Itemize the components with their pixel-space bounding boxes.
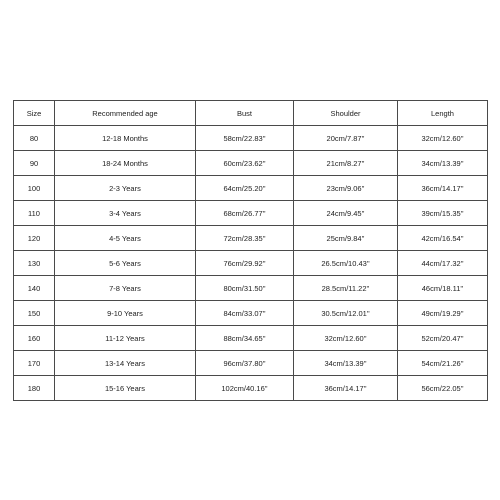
cell-bust: 72cm/28.35'' [196, 226, 294, 251]
header-size: Size [14, 101, 55, 126]
cell-age: 2-3 Years [55, 176, 196, 201]
cell-age: 9-10 Years [55, 301, 196, 326]
cell-size: 80 [14, 126, 55, 151]
table-row [14, 301, 488, 326]
cell-size: 150 [14, 301, 55, 326]
cell-shoulder: 36cm/14.17'' [294, 376, 398, 401]
table-row [14, 226, 488, 251]
cell-age: 11-12 Years [55, 326, 196, 351]
cell-shoulder: 34cm/13.39'' [294, 351, 398, 376]
table-row [14, 201, 488, 226]
table-row [14, 351, 488, 376]
header-recommended-age: Recommended age [55, 101, 196, 126]
cell-length: 42cm/16.54'' [398, 226, 488, 251]
cell-shoulder: 32cm/12.60'' [294, 326, 398, 351]
table-row [14, 126, 488, 151]
cell-age: 7-8 Years [55, 276, 196, 301]
table-row [14, 176, 488, 201]
cell-shoulder: 23cm/9.06'' [294, 176, 398, 201]
header-row [14, 101, 488, 126]
size-chart-table [13, 100, 488, 401]
cell-bust: 68cm/26.77'' [196, 201, 294, 226]
cell-length: 34cm/13.39'' [398, 151, 488, 176]
table-row [14, 276, 488, 301]
cell-size: 90 [14, 151, 55, 176]
cell-age: 4-5 Years [55, 226, 196, 251]
table-row [14, 251, 488, 276]
cell-length: 54cm/21.26'' [398, 351, 488, 376]
cell-bust: 60cm/23.62'' [196, 151, 294, 176]
cell-bust: 76cm/29.92'' [196, 251, 294, 276]
cell-age: 13-14 Years [55, 351, 196, 376]
cell-age: 12-18 Months [55, 126, 196, 151]
header-shoulder: Shoulder [294, 101, 398, 126]
cell-shoulder: 30.5cm/12.01'' [294, 301, 398, 326]
cell-shoulder: 28.5cm/11.22'' [294, 276, 398, 301]
cell-bust: 64cm/25.20'' [196, 176, 294, 201]
cell-size: 160 [14, 326, 55, 351]
cell-length: 39cm/15.35'' [398, 201, 488, 226]
cell-bust: 96cm/37.80'' [196, 351, 294, 376]
cell-age: 18-24 Months [55, 151, 196, 176]
cell-size: 100 [14, 176, 55, 201]
cell-bust: 58cm/22.83'' [196, 126, 294, 151]
header-length: Length [398, 101, 488, 126]
cell-size: 130 [14, 251, 55, 276]
table-row [14, 326, 488, 351]
cell-age: 3-4 Years [55, 201, 196, 226]
cell-length: 44cm/17.32'' [398, 251, 488, 276]
cell-size: 120 [14, 226, 55, 251]
cell-length: 46cm/18.11'' [398, 276, 488, 301]
cell-shoulder: 25cm/9.84'' [294, 226, 398, 251]
cell-bust: 88cm/34.65'' [196, 326, 294, 351]
cell-size: 140 [14, 276, 55, 301]
cell-length: 52cm/20.47'' [398, 326, 488, 351]
table-row [14, 151, 488, 176]
cell-age: 5-6 Years [55, 251, 196, 276]
cell-size: 180 [14, 376, 55, 401]
cell-length: 49cm/19.29'' [398, 301, 488, 326]
table-row [14, 376, 488, 401]
cell-bust: 102cm/40.16'' [196, 376, 294, 401]
cell-age: 15-16 Years [55, 376, 196, 401]
cell-bust: 80cm/31.50'' [196, 276, 294, 301]
cell-size: 170 [14, 351, 55, 376]
cell-length: 56cm/22.05'' [398, 376, 488, 401]
cell-length: 32cm/12.60'' [398, 126, 488, 151]
cell-shoulder: 20cm/7.87'' [294, 126, 398, 151]
cell-shoulder: 21cm/8.27'' [294, 151, 398, 176]
cell-bust: 84cm/33.07'' [196, 301, 294, 326]
cell-length: 36cm/14.17'' [398, 176, 488, 201]
cell-shoulder: 26.5cm/10.43'' [294, 251, 398, 276]
cell-shoulder: 24cm/9.45'' [294, 201, 398, 226]
cell-size: 110 [14, 201, 55, 226]
header-bust: Bust [196, 101, 294, 126]
